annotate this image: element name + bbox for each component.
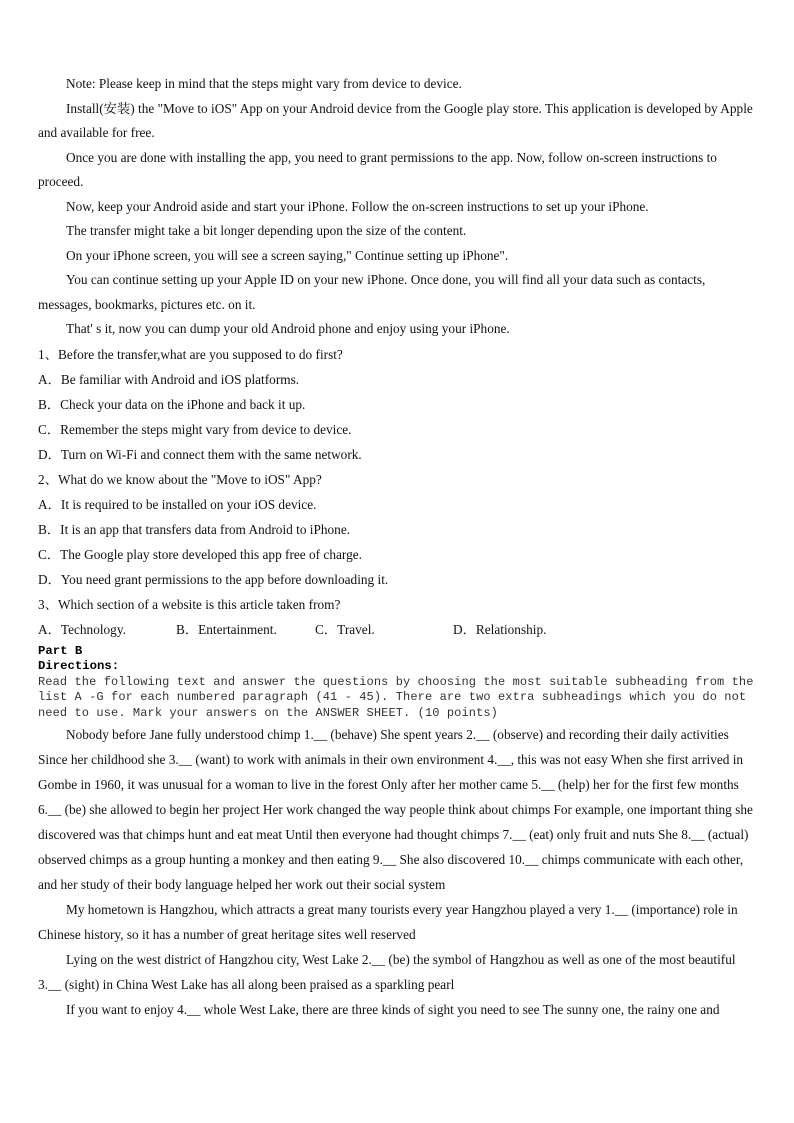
question-2	[38, 467, 756, 592]
start-iphone-paragraph: Now, keep your Android aside and start your iPhone. Follow the on-screen instructions to set up your iPhone.	[66, 198, 649, 214]
question-stem: 1、Before the transfer,what are you supposed to do first?	[38, 346, 343, 362]
option-c: C．Travel.	[315, 621, 375, 637]
option-b: B．Check your data on the iPhone and back it up.	[38, 396, 306, 412]
option-a: A．It is required to be installed on your iOS device.	[38, 496, 317, 512]
option-d: D．Relationship.	[453, 621, 547, 637]
part-b-header	[38, 644, 756, 722]
directions-text: Read the following text and answer the questions by choosing the most suitable subheading from the list A -G for each numbered paragraph (41 - 45). There are two extra subheadings which you do not need to use. Mark your answers on the ANSWER SHEET. (10 points)	[38, 674, 754, 721]
question-3	[38, 592, 756, 642]
permissions-paragraph: Once you are done with installing the app, you need to grant permissions to the app. Now, follow on-screen instructions to proceed.	[38, 149, 717, 189]
document-page	[38, 72, 756, 1022]
jane-passage: Nobody before Jane fully understood chimp 1.__ (behave) She spent years 2.__ (observe) and recording their daily activities Since her childhood she 3.__ (want) to work with animals in their own environment 4.__, this was not easy When she first arrived in Gombe in 1960, it was unusual for a woman to live in the forest Only after her mother came 5.__ (help) her for the first few months 6.__ (be) she allowed to begin her project Her work changed the way people think about chimps For example, one important thing she discovered was that chimps hunt and eat meat Until then everyone had thought chimps 7.__ (eat) only fruit and nuts She 8.__ (actual) observed chimps as a group hunting a monkey and then eating 9.__ She also discovered 10.__ chimps communicate with each other, and her study of their body language helped her work out their social system	[38, 726, 753, 892]
option-b: B．It is an app that transfers data from Android to iPhone.	[38, 521, 351, 537]
install-paragraph: Install(安装) the "Move to iOS" App on your Android device from the Google play store. This application is developed by Apple and available for free.	[38, 100, 753, 140]
option-d: D．Turn on Wi-Fi and connect them with the same network.	[38, 446, 362, 462]
transfer-time-paragraph: The transfer might take a bit longer depending upon the size of the content.	[66, 223, 467, 238]
option-a: A．Technology.	[38, 621, 126, 637]
question-1	[38, 342, 756, 467]
continue-setup-paragraph: On your iPhone screen, you will see a screen saying," Continue setting up iPhone".	[66, 247, 509, 263]
option-c: C．Remember the steps might vary from device to device.	[38, 421, 352, 437]
options-row	[38, 617, 756, 642]
option-a: A．Be familiar with Android and iOS platforms.	[38, 371, 300, 387]
option-b: B．Entertainment.	[176, 621, 277, 637]
sights-passage: If you want to enjoy 4.__ whole West Lake, there are three kinds of sight you need to see The sunny one, the rainy one and	[66, 1001, 720, 1017]
apple-id-paragraph: You can continue setting up your Apple ID on your new iPhone. Once done, you will find all your data such as contacts, messages, bookmarks, pictures etc. on it.	[38, 272, 706, 312]
west-lake-passage: Lying on the west district of Hangzhou city, West Lake 2.__ (be) the symbol of Hangzhou as well as one of the most beautiful 3.__ (sight) in China West Lake has all along been praised as a sparkling pearl	[38, 951, 736, 992]
option-c: C．The Google play store developed this app free of charge.	[38, 546, 362, 562]
option-d: D．You need grant permissions to the app before downloading it.	[38, 571, 389, 587]
part-b-title: Part B	[38, 643, 83, 658]
question-stem: 3、Which section of a website is this article taken from?	[38, 596, 341, 612]
hangzhou-passage: My hometown is Hangzhou, which attracts a great many tourists every year Hangzhou played a very 1.__ (importance) role in Chinese history, so it has a number of great heritage sites well reserved	[38, 901, 738, 942]
note-paragraph: Note: Please keep in mind that the steps might vary from device to device.	[66, 76, 462, 91]
closing-paragraph: That' s it, now you can dump your old Android phone and enjoy using your iPhone.	[66, 321, 510, 336]
question-stem: 2、What do we know about the "Move to iOS" App?	[38, 471, 322, 487]
directions-label: Directions:	[38, 659, 120, 673]
